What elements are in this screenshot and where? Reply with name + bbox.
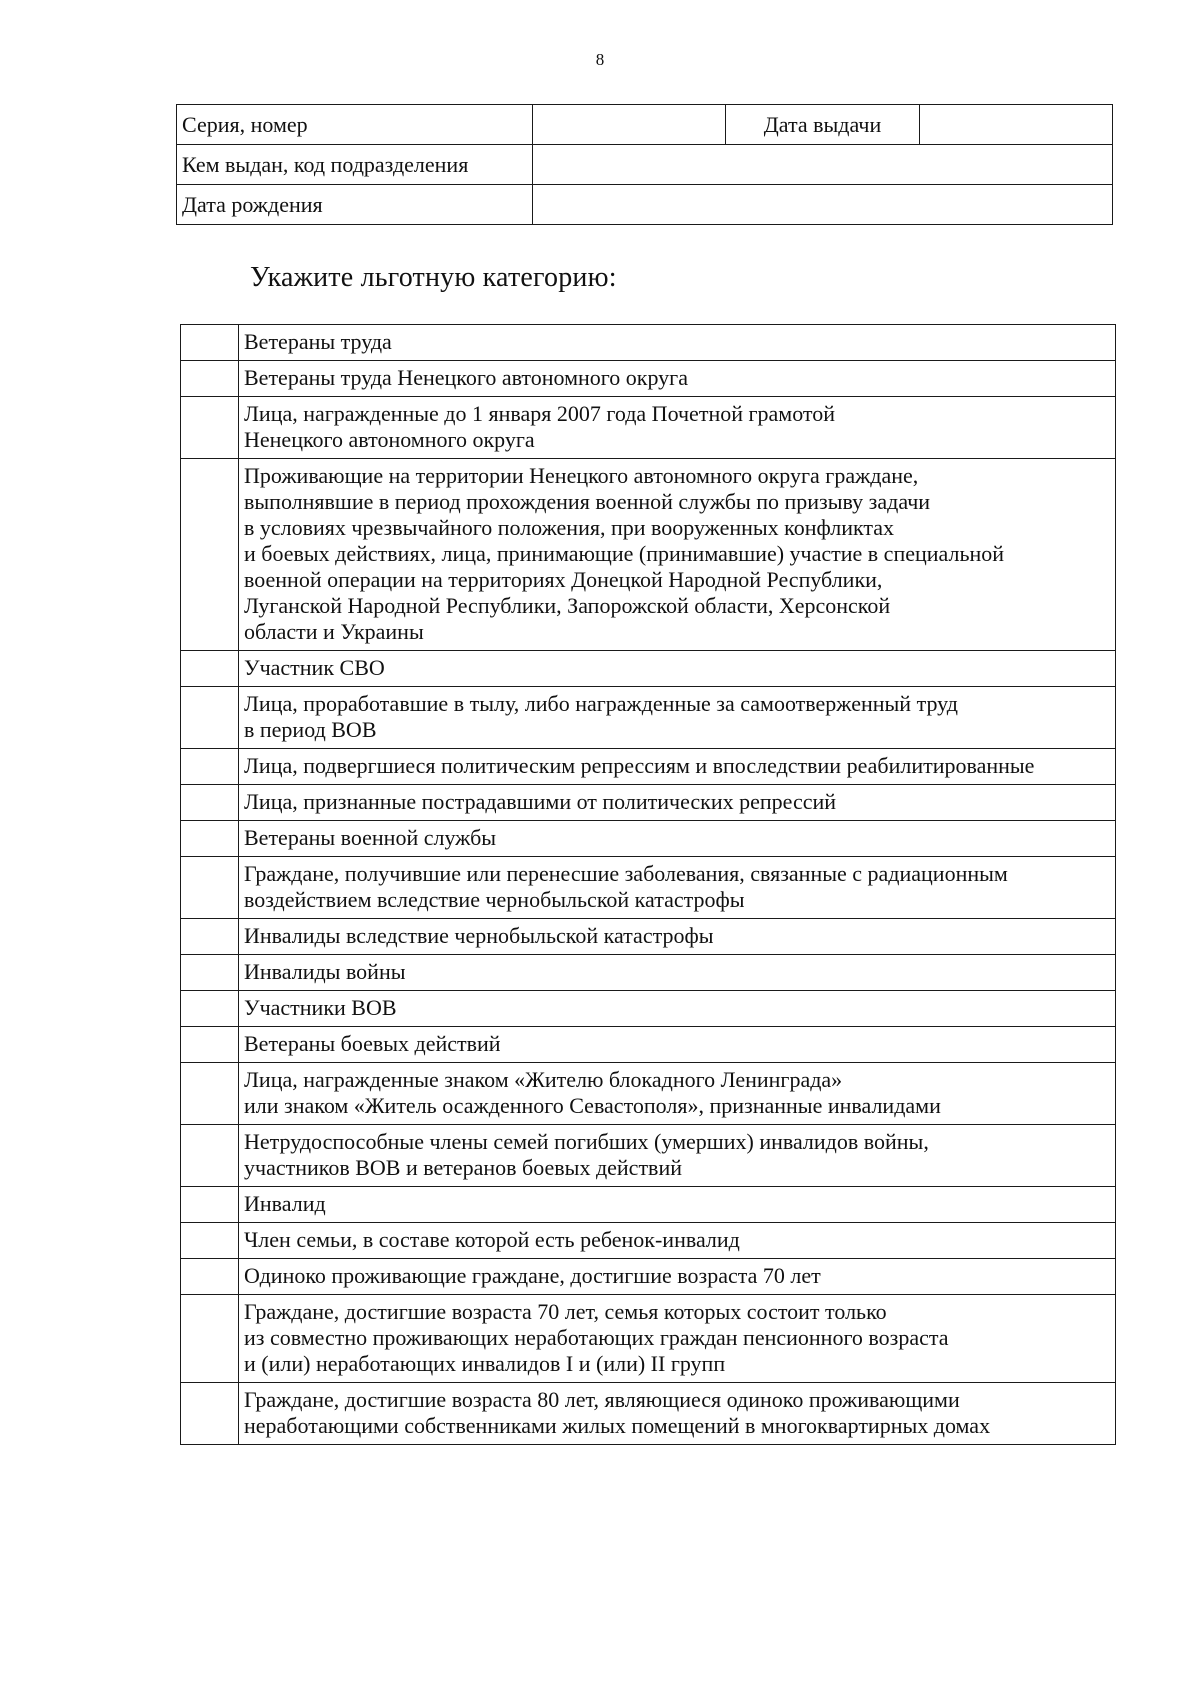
section-title: Укажите льготную категорию: bbox=[250, 262, 617, 293]
category-label-line: или знаком «Житель осажденного Севастополя», признанные инвалидами bbox=[244, 1093, 941, 1118]
category-label bbox=[239, 785, 1116, 821]
category-label-line: Лица, проработавшие в тылу, либо награжденные за самоотверженный труд bbox=[244, 691, 958, 716]
category-label-line: Лица, подвергшиеся политическим репрессиям и впоследствии реабилитированные bbox=[244, 753, 1035, 778]
page-number: 8 bbox=[595, 50, 605, 69]
category-label bbox=[239, 991, 1116, 1027]
category-label bbox=[239, 325, 1116, 361]
category-label bbox=[239, 1223, 1116, 1259]
category-label-line: Ветераны боевых действий bbox=[244, 1031, 501, 1056]
category-label-line: в условиях чрезвычайного положения, при вооруженных конфликтах bbox=[244, 515, 895, 540]
issued-by-field[interactable] bbox=[533, 145, 1113, 185]
category-label-line: Инвалид bbox=[244, 1191, 326, 1216]
category-row bbox=[181, 459, 1116, 651]
category-row bbox=[181, 919, 1116, 955]
category-label-line: Ненецкого автономного округа bbox=[244, 427, 535, 452]
category-label-line: из совместно проживающих неработающих граждан пенсионного возраста bbox=[244, 1325, 949, 1350]
category-checkbox-cell[interactable] bbox=[181, 325, 239, 361]
birth-date-field[interactable] bbox=[533, 185, 1113, 225]
category-label bbox=[239, 1259, 1116, 1295]
category-label-line: Член семьи, в составе которой есть ребенок-инвалид bbox=[244, 1227, 740, 1252]
category-label-line: и (или) неработающих инвалидов I и (или) II групп bbox=[244, 1351, 726, 1376]
category-label bbox=[239, 1125, 1116, 1187]
category-label-line: Лица, награжденные до 1 января 2007 года Почетной грамотой bbox=[244, 401, 836, 426]
category-label bbox=[239, 1295, 1116, 1383]
category-label bbox=[239, 1027, 1116, 1063]
category-label bbox=[239, 459, 1116, 651]
category-label-line: Ветераны труда bbox=[244, 329, 392, 354]
series-number-label: Серия, номер bbox=[177, 105, 533, 145]
issued-by-label: Кем выдан, код подразделения bbox=[177, 145, 533, 185]
category-checkbox-cell[interactable] bbox=[181, 919, 239, 955]
passport-details-table bbox=[176, 104, 1113, 225]
category-label-line: Граждане, достигшие возраста 80 лет, являющиеся одиноко проживающими bbox=[244, 1387, 960, 1412]
category-label-line: и боевых действиях, лица, принимающие (принимавшие) участие в специальной bbox=[244, 541, 1005, 566]
category-checkbox-cell[interactable] bbox=[181, 1383, 239, 1445]
category-row bbox=[181, 651, 1116, 687]
category-label bbox=[239, 397, 1116, 459]
category-row bbox=[181, 1027, 1116, 1063]
category-row bbox=[181, 361, 1116, 397]
benefit-category-table bbox=[180, 324, 1116, 1445]
category-row bbox=[181, 397, 1116, 459]
category-label-line: Участник СВО bbox=[244, 655, 385, 680]
category-checkbox-cell[interactable] bbox=[181, 785, 239, 821]
category-row bbox=[181, 821, 1116, 857]
category-checkbox-cell[interactable] bbox=[181, 955, 239, 991]
category-label-line: области и Украины bbox=[244, 619, 424, 644]
category-row bbox=[181, 325, 1116, 361]
category-label bbox=[239, 687, 1116, 749]
passport-row-birth-date bbox=[177, 185, 1113, 225]
category-label bbox=[239, 821, 1116, 857]
category-row bbox=[181, 955, 1116, 991]
category-label-line: выполнявшие в период прохождения военной службы по призыву задачи bbox=[244, 489, 931, 514]
passport-row-series bbox=[177, 105, 1113, 145]
issue-date-label: Дата выдачи bbox=[726, 105, 920, 145]
category-row bbox=[181, 857, 1116, 919]
category-label bbox=[239, 1187, 1116, 1223]
category-checkbox-cell[interactable] bbox=[181, 687, 239, 749]
category-checkbox-cell[interactable] bbox=[181, 1125, 239, 1187]
category-label-line: Инвалиды вследствие чернобыльской катастрофы bbox=[244, 923, 714, 948]
category-row bbox=[181, 785, 1116, 821]
category-row bbox=[181, 687, 1116, 749]
category-label bbox=[239, 651, 1116, 687]
category-label bbox=[239, 361, 1116, 397]
category-label bbox=[239, 749, 1116, 785]
category-row bbox=[181, 1187, 1116, 1223]
category-label-line: Лица, признанные пострадавшими от политических репрессий bbox=[244, 789, 837, 814]
category-checkbox-cell[interactable] bbox=[181, 1295, 239, 1383]
category-checkbox-cell[interactable] bbox=[181, 651, 239, 687]
category-label-line: Лица, награжденные знаком «Жителю блокадного Ленинграда» bbox=[244, 1067, 843, 1092]
series-number-field[interactable] bbox=[533, 105, 726, 145]
category-checkbox-cell[interactable] bbox=[181, 1063, 239, 1125]
category-label-line: неработающими собственниками жилых помещений в многоквартирных домах bbox=[244, 1413, 991, 1438]
category-label-line: Граждане, получившие или перенесшие заболевания, связанные с радиационным bbox=[244, 861, 1008, 886]
category-row bbox=[181, 1259, 1116, 1295]
category-label-line: воздействием вследствие чернобыльской катастрофы bbox=[244, 887, 745, 912]
category-checkbox-cell[interactable] bbox=[181, 459, 239, 651]
benefit-category-list bbox=[181, 325, 1116, 1445]
category-checkbox-cell[interactable] bbox=[181, 857, 239, 919]
category-checkbox-cell[interactable] bbox=[181, 1259, 239, 1295]
category-label-line: Одиноко проживающие граждане, достигшие возраста 70 лет bbox=[244, 1263, 821, 1288]
category-checkbox-cell[interactable] bbox=[181, 361, 239, 397]
category-label-line: Инвалиды войны bbox=[244, 959, 406, 984]
category-row bbox=[181, 1063, 1116, 1125]
category-label bbox=[239, 1383, 1116, 1445]
category-label-line: Нетрудоспособные члены семей погибших (умерших) инвалидов войны, bbox=[244, 1129, 929, 1154]
birth-date-label: Дата рождения bbox=[177, 185, 533, 225]
category-row bbox=[181, 1383, 1116, 1445]
category-label bbox=[239, 955, 1116, 991]
category-label-line: участников ВОВ и ветеранов боевых действий bbox=[244, 1155, 682, 1180]
category-row bbox=[181, 1295, 1116, 1383]
category-label bbox=[239, 1063, 1116, 1125]
category-label-line: Проживающие на территории Ненецкого автономного округа граждане, bbox=[244, 463, 919, 488]
category-row bbox=[181, 749, 1116, 785]
category-checkbox-cell[interactable] bbox=[181, 397, 239, 459]
category-label bbox=[239, 919, 1116, 955]
category-checkbox-cell[interactable] bbox=[181, 991, 239, 1027]
category-label-line: Ветераны труда Ненецкого автономного округа bbox=[244, 365, 688, 390]
category-row bbox=[181, 1223, 1116, 1259]
category-row bbox=[181, 1125, 1116, 1187]
passport-row-issued-by bbox=[177, 145, 1113, 185]
category-label-line: Участники ВОВ bbox=[244, 995, 397, 1020]
category-label-line: Ветераны военной службы bbox=[244, 825, 497, 850]
category-checkbox-cell[interactable] bbox=[181, 1187, 239, 1223]
category-label-line: военной операции на территориях Донецкой Народной Республики, bbox=[244, 567, 883, 592]
issue-date-field[interactable] bbox=[920, 105, 1113, 145]
category-label-line: Луганской Народной Республики, Запорожской области, Херсонской bbox=[244, 593, 891, 618]
category-checkbox-cell[interactable] bbox=[181, 1027, 239, 1063]
category-label-line: в период ВОВ bbox=[244, 717, 377, 742]
category-checkbox-cell[interactable] bbox=[181, 1223, 239, 1259]
category-label-line: Граждане, достигшие возраста 70 лет, семья которых состоит только bbox=[244, 1299, 887, 1324]
category-checkbox-cell[interactable] bbox=[181, 749, 239, 785]
category-checkbox-cell[interactable] bbox=[181, 821, 239, 857]
category-label bbox=[239, 857, 1116, 919]
category-row bbox=[181, 991, 1116, 1027]
